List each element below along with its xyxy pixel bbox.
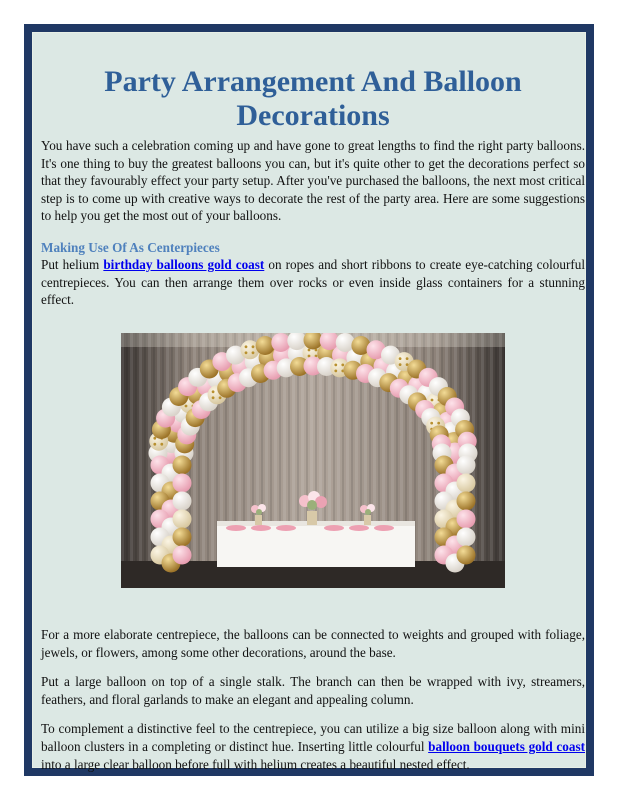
- confetti-dot: [308, 349, 311, 352]
- arch-leg-balloon-gold: [173, 456, 192, 475]
- plate-4: [324, 525, 344, 531]
- confetti-dot: [399, 363, 402, 366]
- plate-3: [276, 525, 296, 531]
- confetti-dot: [212, 396, 215, 399]
- confetti-dot: [160, 443, 163, 446]
- arch-leg-balloon-pink: [173, 474, 192, 493]
- arch-leg-balloon-white: [173, 492, 192, 511]
- confetti-dot: [334, 370, 337, 373]
- plate-1: [226, 525, 246, 531]
- balloon-bouquets-link[interactable]: balloon bouquets gold coast: [428, 738, 585, 754]
- arch-leg-balloon-pink: [173, 546, 192, 565]
- lower-text: [41, 626, 585, 785]
- confetti-dot: [245, 351, 248, 354]
- balloon-arch-image: [121, 333, 505, 588]
- confetti-dot: [185, 405, 188, 408]
- arch-leg-balloon-gold: [173, 528, 192, 547]
- confetti-dot: [252, 351, 255, 354]
- page-border: [24, 24, 594, 776]
- nested-balloon-paragraph: [41, 720, 585, 773]
- plate-5: [349, 525, 369, 531]
- article-body: [41, 65, 586, 772]
- column-paragraph: Put a large balloon on top of a single stalk. The branch can then be wrapped with ivy, streamers, feathers, and floral garlands to make an elegant and appealing column.: [41, 674, 585, 707]
- confetti-dot: [406, 357, 409, 360]
- confetti-dot: [399, 357, 402, 360]
- confetti-dot: [153, 443, 156, 446]
- arch-leg-balloon-confetti: [173, 510, 192, 529]
- arch-leg-balloon-confetti: [457, 474, 476, 493]
- confetti-dot: [431, 399, 434, 402]
- arch-balloon-white: [336, 333, 355, 352]
- para1-text-after: on ropes and short ribbons to create eye-catching colourful centrepieces. You can then arrange them over rocks or even inside glass containers for a stunning effect.: [41, 256, 586, 308]
- confetti-dot: [308, 355, 311, 358]
- centerpiece-paragraph: [41, 256, 585, 309]
- confetti-dot: [212, 390, 215, 393]
- content-panel: [32, 32, 586, 772]
- plate-2: [251, 525, 271, 531]
- intro-paragraph: You have such a celebration coming up and have gone to great lengths to find the right party balloons. It's one thing to buy the greatest balloons you can, but it's quite other to get the decorations perfect so that they favourably effect your party setup. After you've purchased the balloons, the next most critical step is to come up with creative ways to decorate the rest of the party area. Here are some suggestions to help you get the most out of your balloons.: [41, 138, 585, 224]
- arch-leg-balloon-pink: [457, 510, 476, 529]
- para4-text-before: To complement a distinctive feel to the centrepiece, you can utilize a big size balloon along with mini balloon clusters in a completing or distinct hue. Inserting little colourful: [41, 721, 585, 754]
- confetti-dot: [219, 396, 222, 399]
- confetti-dot: [334, 364, 337, 367]
- balloon-arch-photo: [121, 333, 505, 588]
- arch-leg-balloon-white: [457, 456, 476, 475]
- para4-text-after: into a large clear balloon before full with helium creates a beautiful nested effect.: [41, 756, 470, 772]
- confetti-dot: [341, 364, 344, 367]
- confetti-dot: [153, 437, 156, 440]
- page-title: Party Arrangement And Balloon Decorations: [104, 65, 522, 132]
- arch-leg-balloon-white: [457, 528, 476, 547]
- confetti-dot: [437, 422, 440, 425]
- birthday-balloons-link[interactable]: birthday balloons gold coast: [103, 256, 265, 272]
- arch-leg-balloon-gold: [457, 546, 476, 565]
- arch-balloon-pink: [271, 333, 290, 352]
- section-heading: Making Use Of As Centerpieces: [41, 239, 220, 255]
- para1-text-before: Put helium: [41, 256, 104, 272]
- confetti-dot: [430, 422, 433, 425]
- arch-leg-balloon-gold: [457, 492, 476, 511]
- plate-6: [374, 525, 394, 531]
- confetti-dot: [245, 345, 248, 348]
- confetti-dot: [252, 345, 255, 348]
- elaborate-centrepiece-paragraph: For a more elaborate centrepiece, the balloons can be connected to weights and grouped with foliage, jewels, or flowers, among some other decorations, around the base.: [41, 627, 585, 660]
- arch-balloon-gold: [256, 336, 275, 355]
